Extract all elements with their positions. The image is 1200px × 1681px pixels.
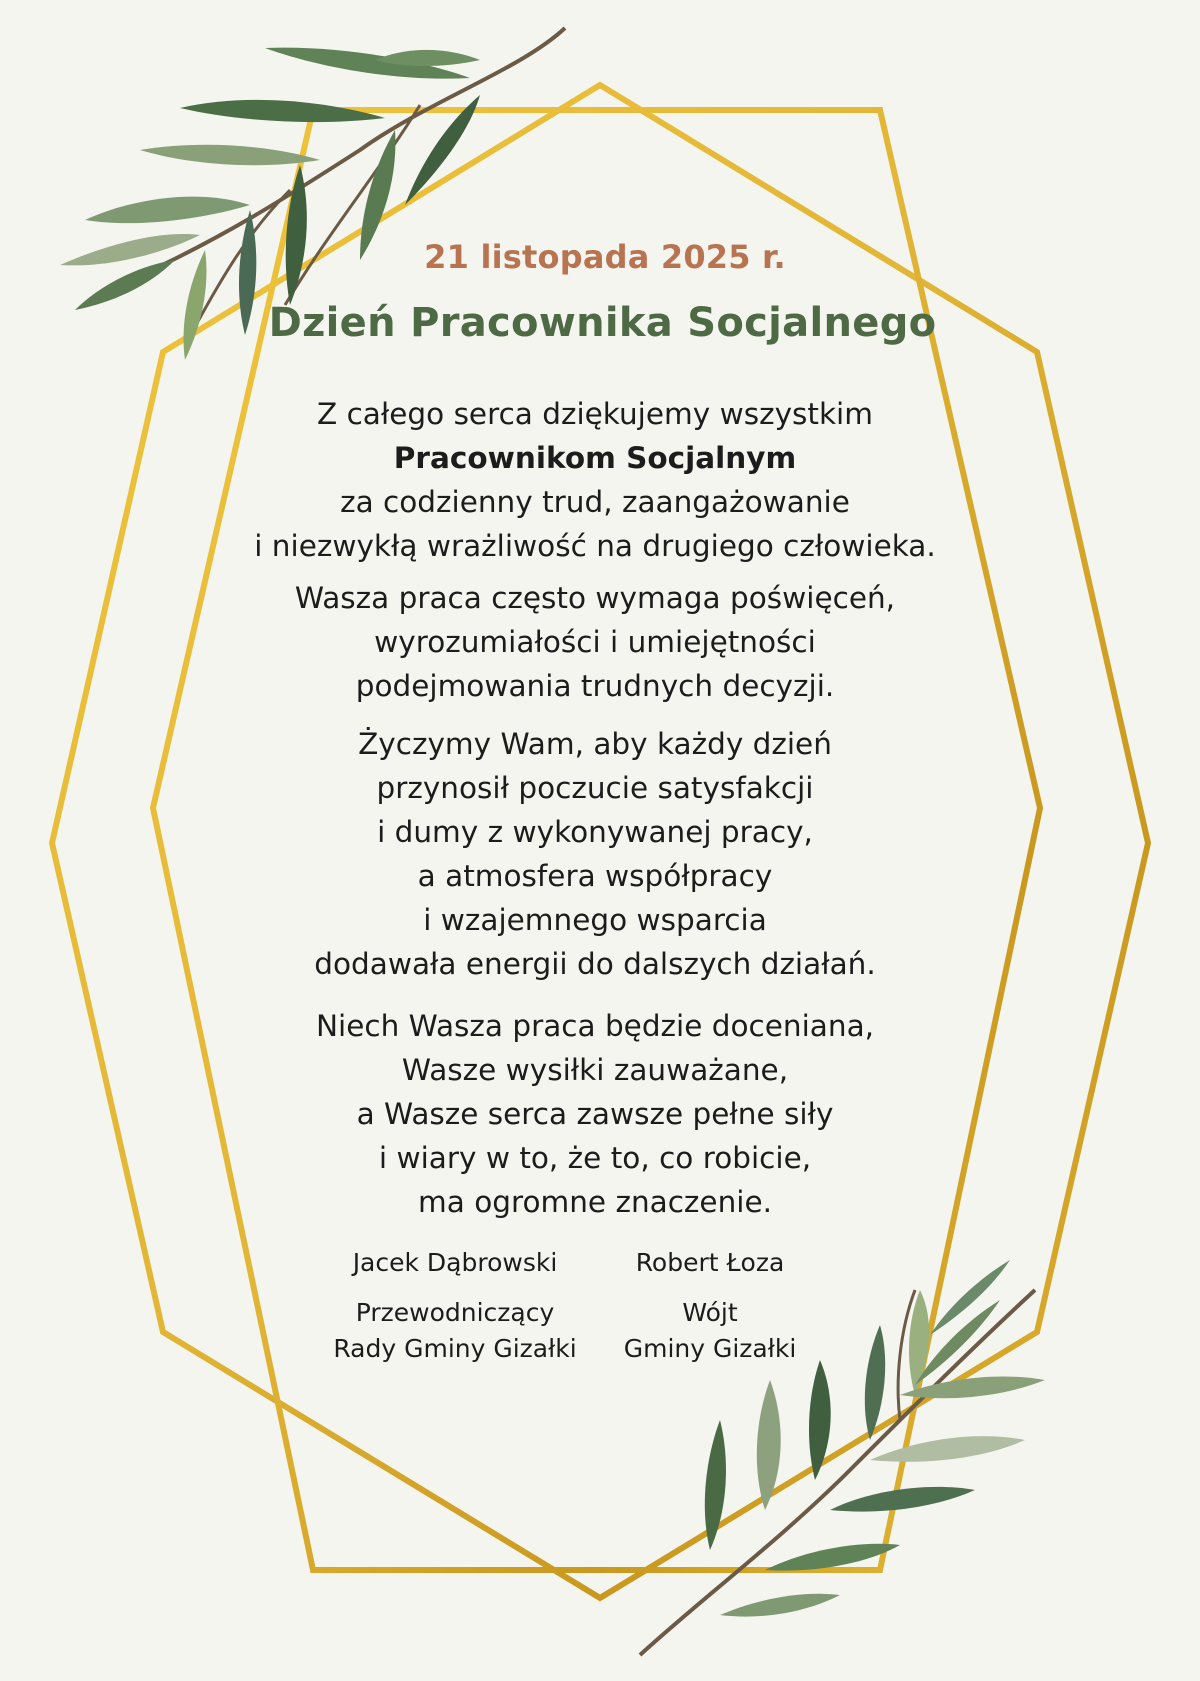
text-line: ma ogromne znaczenie.	[418, 1185, 772, 1219]
text-line: i wiary w to, że to, co robicie,	[378, 1141, 812, 1175]
signature-role: Przewodniczący	[355, 1298, 555, 1327]
text-line: i dumy z wykonywanej pracy,	[377, 815, 813, 849]
text-line: za codzienny trud, zaangażowanie	[340, 485, 850, 519]
text-line: dodawała energii do dalszych działań.	[314, 947, 876, 981]
stanza-wishes	[0, 722, 1190, 986]
text-line: Wasze wysiłki zauważane,	[401, 1053, 789, 1087]
signature-role: Gminy Gizałki	[623, 1334, 797, 1363]
text-line: Niech Wasza praca będzie doceniana,	[315, 1009, 875, 1043]
signature-right	[610, 1245, 810, 1367]
text-line: a atmosfera współpracy	[417, 859, 773, 893]
stanza-work	[0, 576, 1190, 708]
stanza-closing	[0, 1004, 1190, 1224]
event-date: 21 listopada 2025 r.	[424, 238, 786, 276]
signature-name: Robert Łoza	[635, 1248, 785, 1277]
text-line: Życzymy Wam, aby każdy dzień	[358, 727, 832, 761]
text-line: przynosił poczucie satysfakcji	[376, 771, 814, 805]
text-line: wyrozumiałości i umiejętności	[374, 625, 816, 659]
text-line: i wzajemnego wsparcia	[423, 903, 767, 937]
signature-name: Jacek Dąbrowski	[352, 1248, 558, 1277]
text-line: i niezwykłą wrażliwość na drugiego człowieka.	[254, 529, 936, 563]
text-line: Wasza praca często wymaga poświęceń,	[294, 581, 896, 615]
text-line-bold: Pracownikom Socjalnym	[393, 441, 797, 475]
text-line: Z całego serca dziękujemy wszystkim	[317, 397, 873, 431]
signature-role: Rady Gminy Gizałki	[333, 1334, 577, 1363]
stanza-thanks	[0, 392, 1190, 568]
signature-left	[310, 1245, 600, 1367]
signature-role: Wójt	[682, 1298, 738, 1327]
page-title: Dzień Pracownika Socjalnego	[268, 300, 937, 346]
text-line: podejmowania trudnych decyzji.	[355, 669, 835, 703]
text-line: a Wasze serca zawsze pełne siły	[356, 1097, 834, 1131]
